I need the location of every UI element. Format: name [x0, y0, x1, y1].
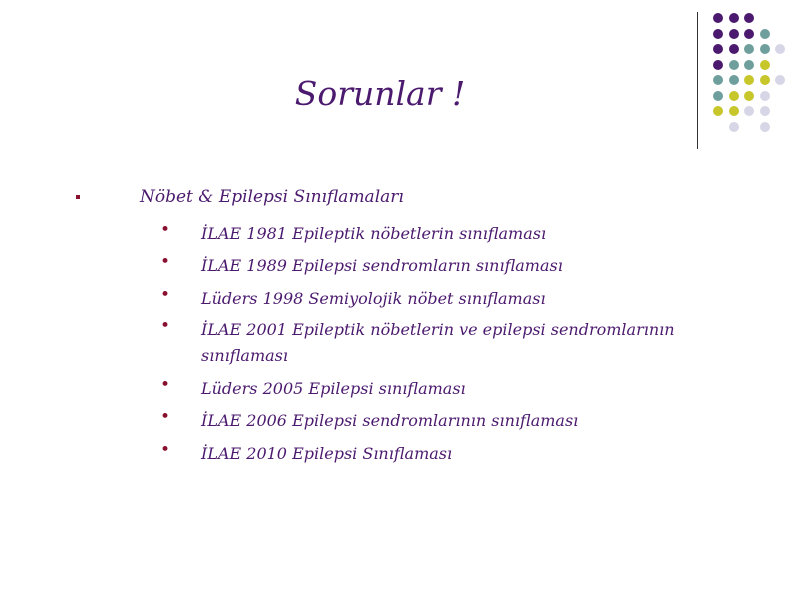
bullet-dot-icon: •: [160, 407, 171, 427]
decorative-dot: [713, 13, 723, 23]
sub-bullet-text: İLAE 1981 Epileptik nöbetlerin sınıflaması: [201, 224, 547, 243]
decorative-dot: [729, 106, 739, 116]
sub-bullet-text: İLAE 2010 Epilepsi Sınıflaması: [201, 444, 453, 463]
decorative-dot: [713, 44, 723, 54]
bullet-dot-icon: •: [160, 375, 171, 395]
decorative-dot: [729, 44, 739, 54]
main-bullet-text: Nöbet & Epilepsi Sınıflamaları: [140, 187, 404, 207]
sub-bullet-text: İLAE 2001 Epileptik nöbetlerin ve epilepsi sendromlarının sınıflaması: [201, 320, 675, 365]
decorative-dot: [744, 44, 754, 54]
decorative-dot: [729, 60, 739, 70]
sub-bullet-text: İLAE 2006 Epilepsi sendromlarının sınıflaması: [201, 411, 579, 430]
decorative-dot: [713, 91, 723, 101]
decorative-dot: [729, 122, 739, 132]
decorative-dot: [744, 13, 754, 23]
decorative-dot: [744, 106, 754, 116]
square-bullet-icon: [76, 195, 80, 199]
decorative-dot: [744, 60, 754, 70]
sub-bullet-text: İLAE 1989 Epilepsi sendromların sınıflaması: [201, 256, 563, 275]
decorative-dot: [744, 75, 754, 85]
bullet-dot-icon: •: [160, 285, 171, 305]
decorative-dot: [760, 106, 770, 116]
decorative-dot: [760, 44, 770, 54]
decorative-dot: [760, 122, 770, 132]
decorative-dot: [713, 75, 723, 85]
decorative-dot: [713, 29, 723, 39]
decorative-dot: [760, 60, 770, 70]
decorative-dot: [729, 29, 739, 39]
decorative-dot: [775, 44, 785, 54]
decorative-dot: [760, 91, 770, 101]
decorative-dot: [744, 29, 754, 39]
decorative-dot: [729, 75, 739, 85]
decorative-dot: [760, 75, 770, 85]
bullet-dot-icon: •: [160, 316, 171, 336]
decorative-dot: [713, 106, 723, 116]
bullet-dot-icon: •: [160, 252, 171, 272]
decorative-dot: [775, 75, 785, 85]
sub-bullet-text: Lüders 2005 Epilepsi sınıflaması: [201, 379, 466, 398]
bullet-dot-icon: •: [160, 220, 171, 240]
decorative-dot: [729, 91, 739, 101]
bullet-dot-icon: •: [160, 440, 171, 460]
decorative-divider-line: [697, 12, 698, 149]
decorative-dot: [729, 13, 739, 23]
decorative-dot: [744, 91, 754, 101]
decorative-dot: [713, 60, 723, 70]
slide-title: Sorunlar !: [294, 74, 466, 113]
decorative-dot: [760, 29, 770, 39]
sub-bullet-text: Lüders 1998 Semiyolojik nöbet sınıflaması: [201, 289, 546, 308]
